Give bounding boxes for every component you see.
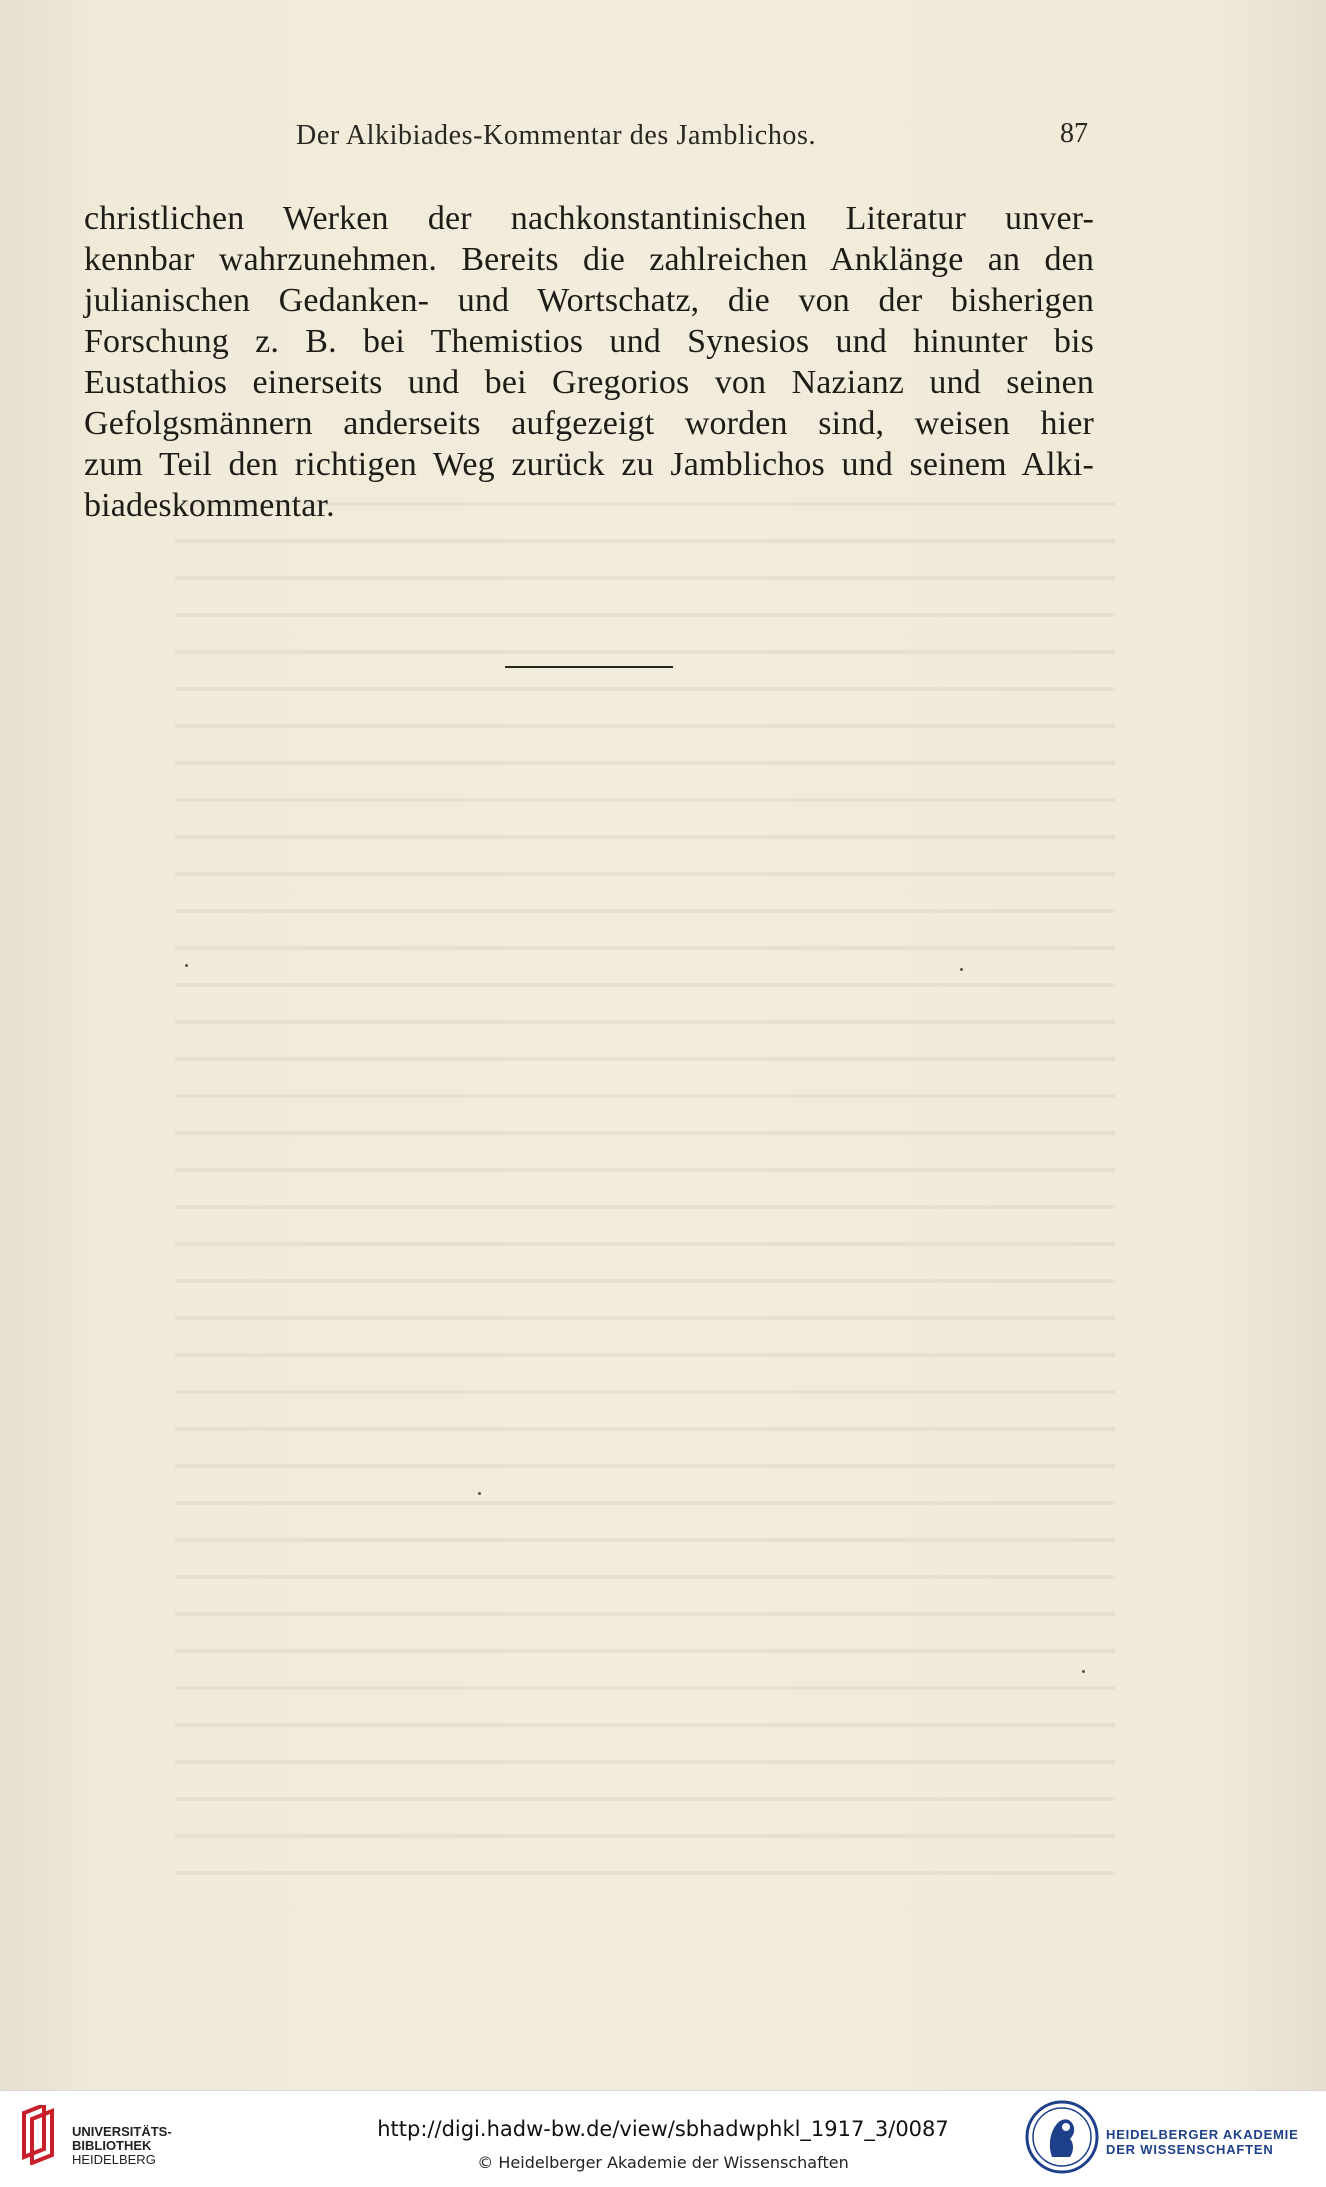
section-divider-rule — [505, 666, 673, 668]
copyright-notice: © Heidelberger Akademie der Wissenschaften — [477, 2153, 849, 2172]
text-line: kennbar wahrzunehmen. Bereits die zahlreichen Anklänge an den — [84, 241, 1094, 278]
academy-logo-line: HEIDELBERGER AKADEMIE — [1106, 2127, 1299, 2142]
text-line: julianischen Gedanken- und Wortschatz, die von der bisherigen — [84, 282, 1094, 319]
viewer-footer — [0, 2090, 1326, 2187]
academy-logo-line: DER WISSENSCHAFTEN — [1106, 2142, 1274, 2157]
body-paragraph — [84, 198, 1094, 526]
reverse-page-show-through — [175, 480, 1115, 1900]
text-line: Forschung z. B. bei Themistios und Synesios und hinunter bis — [84, 323, 1094, 360]
text-line: Eustathios einerseits und bei Gregorios von Nazianz und seinen — [84, 364, 1094, 401]
academy-seal-icon — [1024, 2099, 1100, 2175]
academy-logo[interactable] — [1024, 2099, 1320, 2179]
text-line: zum Teil den richtigen Weg zurück zu Jamblichos und seinem Alki- — [84, 446, 1094, 483]
library-logo-line: BIBLIOTHEK — [72, 2138, 152, 2153]
page-number: 87 — [1060, 118, 1088, 149]
text-line: biadeskommentar. — [84, 487, 335, 524]
library-logo-line: HEIDELBERG — [72, 2152, 156, 2167]
text-line: christlichen Werken der nachkonstantinischen Literatur unver- — [84, 200, 1094, 237]
academy-logo-text — [1106, 2127, 1299, 2157]
running-head: Der Alkibiades-Kommentar des Jamblichos. — [296, 120, 817, 151]
permalink-url[interactable]: http://digi.hadw-bw.de/view/sbhadwphkl_1917_3/0087 — [377, 2117, 949, 2141]
text-line: Gefolgsmännern anderseits aufgezeigt worden sind, weisen hier — [84, 405, 1094, 442]
library-logo-line: UNIVERSITÄTS- — [72, 2124, 172, 2139]
